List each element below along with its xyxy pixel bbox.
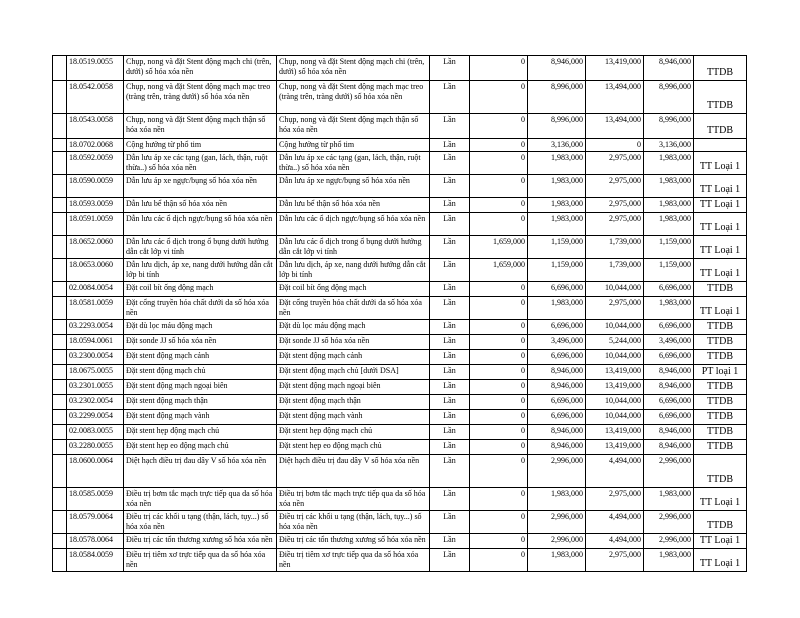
price-col3-cell: 13,494,000 [586,114,644,139]
table-row [53,56,747,81]
price-col1-cell: 0 [470,213,528,236]
service-name-cell: Dẫn lưu áp xe ngực/bụng số hóa xóa nền [124,175,277,198]
unit-cell: Lần [430,380,470,395]
price-col2-cell: 1,983,000 [528,213,586,236]
price-col1-cell: 0 [470,380,528,395]
service-name-alt-cell: Điều trị bơm tắc mạch trực tiếp qua da số hóa xóa nền [277,488,430,511]
price-col4-cell: 1,983,000 [644,175,694,198]
table-body [53,56,747,572]
price-col2-cell: 1,159,000 [528,259,586,282]
category-cell [694,139,747,152]
price-col1-cell: 0 [470,335,528,350]
service-name-cell: Đặt stent hẹp động mạch chủ [124,425,277,440]
service-code-cell: 18.0594.0061 [67,335,124,350]
price-col2-cell: 2,996,000 [528,455,586,488]
price-col4-cell: 8,946,000 [644,365,694,380]
table-row [53,139,747,152]
category-cell: TT Loại 1 [694,198,747,213]
row-index-cell [53,395,67,410]
row-index-cell [53,440,67,455]
price-col1-cell: 0 [470,440,528,455]
price-col2-cell: 6,696,000 [528,320,586,335]
service-code-cell: 18.0543.0058 [67,114,124,139]
table-row [53,81,747,114]
category-cell: TTDB [694,395,747,410]
row-index-cell [53,198,67,213]
price-col3-cell: 2,975,000 [586,175,644,198]
unit-cell: Lần [430,320,470,335]
unit-cell: Lần [430,297,470,320]
price-col4-cell: 8,946,000 [644,425,694,440]
price-col4-cell: 1,983,000 [644,297,694,320]
price-col4-cell: 8,946,000 [644,440,694,455]
price-col3-cell: 10,044,000 [586,410,644,425]
service-name-cell: Đặt sonde JJ số hóa xóa nền [124,335,277,350]
price-col4-cell: 3,496,000 [644,335,694,350]
service-code-cell: 18.0653.0060 [67,259,124,282]
service-name-alt-cell: Đặt stent động mạch chủ [dưới DSA] [277,365,430,380]
service-name-cell: Dẫn lưu các ổ dịch trong ổ bụng dưới hướng dẫn cắt lớp vi tính [124,236,277,259]
service-name-cell: Điều trị các khối u tạng (thận, lách, tụy...) số hóa xóa nền [124,511,277,534]
row-index-cell [53,81,67,114]
price-col2-cell: 8,996,000 [528,114,586,139]
row-index-cell [53,425,67,440]
unit-cell: Lần [430,534,470,549]
category-cell: TTDB [694,410,747,425]
price-table [52,55,747,572]
service-name-cell: Đặt stent hẹp eo động mạch chủ [124,440,277,455]
category-cell: TT Loại 1 [694,213,747,236]
unit-cell: Lần [430,114,470,139]
price-col1-cell: 0 [470,488,528,511]
category-cell: TTDB [694,81,747,114]
table-row [53,114,747,139]
price-col4-cell: 1,983,000 [644,549,694,572]
price-col2-cell: 2,996,000 [528,534,586,549]
price-col2-cell: 8,946,000 [528,56,586,81]
price-col2-cell: 6,696,000 [528,395,586,410]
service-name-alt-cell: Đặt dù lọc máu động mạch [277,320,430,335]
service-code-cell: 03.2280.0055 [67,440,124,455]
service-name-cell: Dẫn lưu áp xe các tạng (gan, lách, thận, ruột thừa..) số hóa xóa nền [124,152,277,175]
price-col3-cell: 10,044,000 [586,320,644,335]
table-row [53,511,747,534]
price-col3-cell: 13,419,000 [586,365,644,380]
unit-cell: Lần [430,198,470,213]
row-index-cell [53,410,67,425]
price-col4-cell: 2,996,000 [644,455,694,488]
price-col4-cell: 2,996,000 [644,534,694,549]
table-row [53,365,747,380]
price-col4-cell: 6,696,000 [644,320,694,335]
service-code-cell: 18.0581.0059 [67,297,124,320]
service-name-alt-cell: Diệt hạch điều trị đau dây V số hóa xóa nền [277,455,430,488]
price-col3-cell: 10,044,000 [586,395,644,410]
unit-cell: Lần [430,455,470,488]
service-name-cell: Đặt cổng truyền hóa chất dưới da số hóa xóa nền [124,297,277,320]
table-row [53,410,747,425]
price-col4-cell: 6,696,000 [644,410,694,425]
category-cell: TTDB [694,282,747,297]
price-col1-cell: 0 [470,152,528,175]
unit-cell: Lần [430,139,470,152]
service-code-cell: 18.0584.0059 [67,549,124,572]
unit-cell: Lần [430,410,470,425]
service-name-cell: Đặt stent động mạch cảnh [124,350,277,365]
row-index-cell [53,350,67,365]
service-name-alt-cell: Điều trị các khối u tạng (thận, lách, tụy...) số hóa xóa nền [277,511,430,534]
category-cell: TTDB [694,380,747,395]
service-code-cell: 18.0579.0064 [67,511,124,534]
price-col2-cell: 8,996,000 [528,81,586,114]
service-code-cell: 18.0702.0068 [67,139,124,152]
price-col3-cell: 1,739,000 [586,259,644,282]
unit-cell: Lần [430,213,470,236]
category-cell: TT Loại 1 [694,175,747,198]
table-row [53,425,747,440]
price-col1-cell: 0 [470,139,528,152]
service-code-cell: 18.0519.0055 [67,56,124,81]
table-row [53,236,747,259]
price-col3-cell: 2,975,000 [586,198,644,213]
price-col1-cell: 0 [470,511,528,534]
price-col3-cell: 13,419,000 [586,56,644,81]
price-col2-cell: 1,983,000 [528,198,586,213]
table-row [53,175,747,198]
price-col1-cell: 0 [470,534,528,549]
price-col1-cell: 0 [470,320,528,335]
category-cell: TTDB [694,335,747,350]
table-row [53,320,747,335]
price-col2-cell: 1,983,000 [528,488,586,511]
service-name-alt-cell: Chụp, nong và đặt Stent động mạch thận số hóa xóa nền [277,114,430,139]
category-cell: TTDB [694,455,747,488]
service-code-cell: 18.0652.0060 [67,236,124,259]
table-row [53,440,747,455]
unit-cell: Lần [430,440,470,455]
price-col3-cell: 2,975,000 [586,549,644,572]
table-row [53,395,747,410]
unit-cell: Lần [430,81,470,114]
price-col4-cell: 8,946,000 [644,380,694,395]
service-name-alt-cell: Đặt coil bít ống động mạch [277,282,430,297]
service-code-cell: 18.0578.0064 [67,534,124,549]
price-col3-cell: 5,244,000 [586,335,644,350]
row-index-cell [53,488,67,511]
service-code-cell: 18.0591.0059 [67,213,124,236]
service-name-alt-cell: Đặt stent hẹp eo động mạch chủ [277,440,430,455]
service-name-alt-cell: Đặt cổng truyền hóa chất dưới da số hóa xóa nền [277,297,430,320]
price-col4-cell: 2,996,000 [644,511,694,534]
category-cell: TTDB [694,114,747,139]
service-name-cell: Đặt stent động mạch vành [124,410,277,425]
service-code-cell: 18.0542.0058 [67,81,124,114]
price-col1-cell: 0 [470,114,528,139]
service-name-cell: Đặt coil bít ống động mạch [124,282,277,297]
category-cell: TT Loại 1 [694,549,747,572]
price-col3-cell: 4,494,000 [586,534,644,549]
price-col1-cell: 0 [470,282,528,297]
service-name-alt-cell: Chụp, nong và đặt Stent động mạch mạc treo (tràng trên, tràng dưới) số hóa xóa nền [277,81,430,114]
price-col4-cell: 3,136,000 [644,139,694,152]
price-col1-cell: 0 [470,549,528,572]
price-col3-cell: 0 [586,139,644,152]
unit-cell: Lần [430,175,470,198]
price-col1-cell: 0 [470,297,528,320]
price-col1-cell: 0 [470,350,528,365]
service-name-alt-cell: Dẫn lưu áp xe ngực/bụng số hóa xóa nền [277,175,430,198]
service-name-cell: Diệt hạch điều trị đau dây V số hóa xóa nền [124,455,277,488]
price-col3-cell: 13,494,000 [586,81,644,114]
service-name-cell: Đặt stent động mạch chủ [124,365,277,380]
category-cell: PT loại 1 [694,365,747,380]
unit-cell: Lần [430,236,470,259]
row-index-cell [53,534,67,549]
price-col4-cell: 1,983,000 [644,213,694,236]
table-row [53,213,747,236]
price-col1-cell: 0 [470,410,528,425]
service-name-alt-cell: Dẫn lưu dịch, áp xe, nang dưới hướng dẫn cắt lớp bi tính [277,259,430,282]
unit-cell: Lần [430,549,470,572]
service-name-cell: Dẫn lưu các ổ dịch ngực/bụng số hóa xóa nền [124,213,277,236]
table-row [53,380,747,395]
service-code-cell: 03.2300.0054 [67,350,124,365]
price-col1-cell: 1,659,000 [470,236,528,259]
service-code-cell: 02.0083.0055 [67,425,124,440]
service-name-cell: Điều trị bơm tắc mạch trực tiếp qua da số hóa xóa nền [124,488,277,511]
price-col2-cell: 6,696,000 [528,350,586,365]
price-col1-cell: 0 [470,365,528,380]
row-index-cell [53,213,67,236]
service-name-cell: Đặt stent động mạch ngoại biên [124,380,277,395]
price-col4-cell: 6,696,000 [644,395,694,410]
table-row [53,488,747,511]
price-col1-cell: 0 [470,81,528,114]
category-cell: TTDB [694,320,747,335]
price-col1-cell: 0 [470,425,528,440]
price-col3-cell: 2,975,000 [586,213,644,236]
unit-cell: Lần [430,488,470,511]
price-col2-cell: 2,996,000 [528,511,586,534]
price-col2-cell: 6,696,000 [528,282,586,297]
service-name-alt-cell: Đặt stent động mạch thận [277,395,430,410]
service-name-cell: Chụp, nong và đặt Stent động mạch mạc treo (tràng trên, tràng dưới) số hóa xóa nền [124,81,277,114]
service-code-cell: 18.0592.0059 [67,152,124,175]
price-col4-cell: 6,696,000 [644,350,694,365]
service-name-alt-cell: Đặt stent động mạch ngoại biên [277,380,430,395]
unit-cell: Lần [430,365,470,380]
row-index-cell [53,511,67,534]
price-col2-cell: 8,946,000 [528,440,586,455]
service-name-alt-cell: Đặt stent hẹp động mạch chủ [277,425,430,440]
price-col3-cell: 4,494,000 [586,511,644,534]
table-row [53,152,747,175]
unit-cell: Lần [430,511,470,534]
service-code-cell: 18.0585.0059 [67,488,124,511]
service-name-alt-cell: Chụp, nong và đặt Stent động mạch chi (trên, dưới) số hóa xóa nền [277,56,430,81]
row-index-cell [53,365,67,380]
service-name-alt-cell: Đặt stent động mạch cảnh [277,350,430,365]
price-col2-cell: 8,946,000 [528,365,586,380]
table-row [53,534,747,549]
service-name-cell: Đặt stent động mạch thận [124,395,277,410]
price-col4-cell: 6,696,000 [644,282,694,297]
row-index-cell [53,56,67,81]
service-name-alt-cell: Dẫn lưu áp xe các tạng (gan, lách, thận, ruột thừa..) số hóa xóa nền [277,152,430,175]
row-index-cell [53,139,67,152]
category-cell: TT Loại 1 [694,259,747,282]
table-row [53,259,747,282]
price-col1-cell: 0 [470,175,528,198]
price-col2-cell: 8,946,000 [528,380,586,395]
table-row [53,335,747,350]
service-code-cell: 18.0675.0055 [67,365,124,380]
row-index-cell [53,549,67,572]
service-name-alt-cell: Dẫn lưu bể thận số hóa xóa nền [277,198,430,213]
category-cell: TT Loại 1 [694,236,747,259]
category-cell: TTDB [694,56,747,81]
unit-cell: Lần [430,282,470,297]
price-col3-cell: 2,975,000 [586,152,644,175]
table-row [53,350,747,365]
service-name-alt-cell: Đặt stent động mạch vành [277,410,430,425]
row-index-cell [53,320,67,335]
price-col3-cell: 4,494,000 [586,455,644,488]
row-index-cell [53,175,67,198]
unit-cell: Lần [430,152,470,175]
row-index-cell [53,259,67,282]
price-col1-cell: 0 [470,56,528,81]
service-name-alt-cell: Dẫn lưu các ổ dịch ngực/bụng số hóa xóa nền [277,213,430,236]
row-index-cell [53,236,67,259]
price-col4-cell: 8,996,000 [644,114,694,139]
service-name-cell: Điều trị tiêm xơ trực tiếp qua da số hóa xóa nền [124,549,277,572]
table-row [53,455,747,488]
service-code-cell: 03.2299.0054 [67,410,124,425]
price-col4-cell: 1,983,000 [644,198,694,213]
price-col2-cell: 3,496,000 [528,335,586,350]
category-cell: TT Loại 1 [694,297,747,320]
service-code-cell: 03.2302.0054 [67,395,124,410]
service-code-cell: 18.0600.0064 [67,455,124,488]
row-index-cell [53,380,67,395]
price-col3-cell: 10,044,000 [586,282,644,297]
category-cell: TT Loại 1 [694,152,747,175]
service-code-cell: 18.0593.0059 [67,198,124,213]
price-col3-cell: 10,044,000 [586,350,644,365]
category-cell: TTDB [694,425,747,440]
price-col2-cell: 1,983,000 [528,549,586,572]
service-name-cell: Điều trị các tổn thương xương số hóa xóa nền [124,534,277,549]
price-col2-cell: 1,983,000 [528,175,586,198]
service-code-cell: 02.0084.0054 [67,282,124,297]
unit-cell: Lần [430,395,470,410]
price-col2-cell: 1,159,000 [528,236,586,259]
service-name-alt-cell: Điều trị tiêm xơ trực tiếp qua da số hóa xóa nền [277,549,430,572]
price-col4-cell: 1,983,000 [644,152,694,175]
service-code-cell: 18.0590.0059 [67,175,124,198]
service-name-cell: Chụp, nong và đặt Stent động mạch thận số hóa xóa nền [124,114,277,139]
service-name-alt-cell: Đặt sonde JJ số hóa xóa nền [277,335,430,350]
service-name-cell: Cộng hưởng từ phổ tim [124,139,277,152]
price-col3-cell: 13,419,000 [586,425,644,440]
table-row [53,282,747,297]
price-col3-cell: 13,419,000 [586,440,644,455]
table-row [53,198,747,213]
price-col3-cell: 13,419,000 [586,380,644,395]
price-col1-cell: 0 [470,198,528,213]
service-name-alt-cell: Điều trị các tổn thương xương số hóa xóa nền [277,534,430,549]
category-cell: TTDB [694,440,747,455]
service-name-cell: Dẫn lưu bể thận số hóa xóa nền [124,198,277,213]
price-col4-cell: 8,996,000 [644,81,694,114]
service-code-cell: 03.2301.0055 [67,380,124,395]
table-row [53,549,747,572]
price-col2-cell: 1,983,000 [528,152,586,175]
price-col2-cell: 8,946,000 [528,425,586,440]
service-name-cell: Dẫn lưu dịch, áp xe, nang dưới hướng dẫn cắt lớp bi tính [124,259,277,282]
price-col4-cell: 1,983,000 [644,488,694,511]
service-name-cell: Chụp, nong và đặt Stent động mạch chi (trên, dưới) số hóa xóa nền [124,56,277,81]
row-index-cell [53,282,67,297]
price-col4-cell: 8,946,000 [644,56,694,81]
price-col1-cell: 0 [470,455,528,488]
row-index-cell [53,455,67,488]
unit-cell: Lần [430,56,470,81]
service-name-alt-cell: Dẫn lưu các ổ dịch trong ổ bụng dưới hướng dẫn cắt lớp vi tính [277,236,430,259]
service-name-alt-cell: Cộng hưởng từ phổ tim [277,139,430,152]
price-col3-cell: 2,975,000 [586,297,644,320]
row-index-cell [53,297,67,320]
table-row [53,297,747,320]
price-col3-cell: 1,739,000 [586,236,644,259]
row-index-cell [53,114,67,139]
unit-cell: Lần [430,259,470,282]
service-code-cell: 03.2293.0054 [67,320,124,335]
price-col2-cell: 6,696,000 [528,410,586,425]
unit-cell: Lần [430,425,470,440]
price-col4-cell: 1,159,000 [644,259,694,282]
category-cell: TTDB [694,511,747,534]
unit-cell: Lần [430,335,470,350]
service-name-cell: Đặt dù lọc máu động mạch [124,320,277,335]
price-col2-cell: 1,983,000 [528,297,586,320]
price-col3-cell: 2,975,000 [586,488,644,511]
row-index-cell [53,152,67,175]
category-cell: TTDB [694,350,747,365]
row-index-cell [53,335,67,350]
category-cell: TT Loại 1 [694,488,747,511]
price-col2-cell: 3,136,000 [528,139,586,152]
unit-cell: Lần [430,350,470,365]
price-col1-cell: 1,659,000 [470,259,528,282]
category-cell: TT Loại 1 [694,534,747,549]
price-col4-cell: 1,159,000 [644,236,694,259]
price-col1-cell: 0 [470,395,528,410]
